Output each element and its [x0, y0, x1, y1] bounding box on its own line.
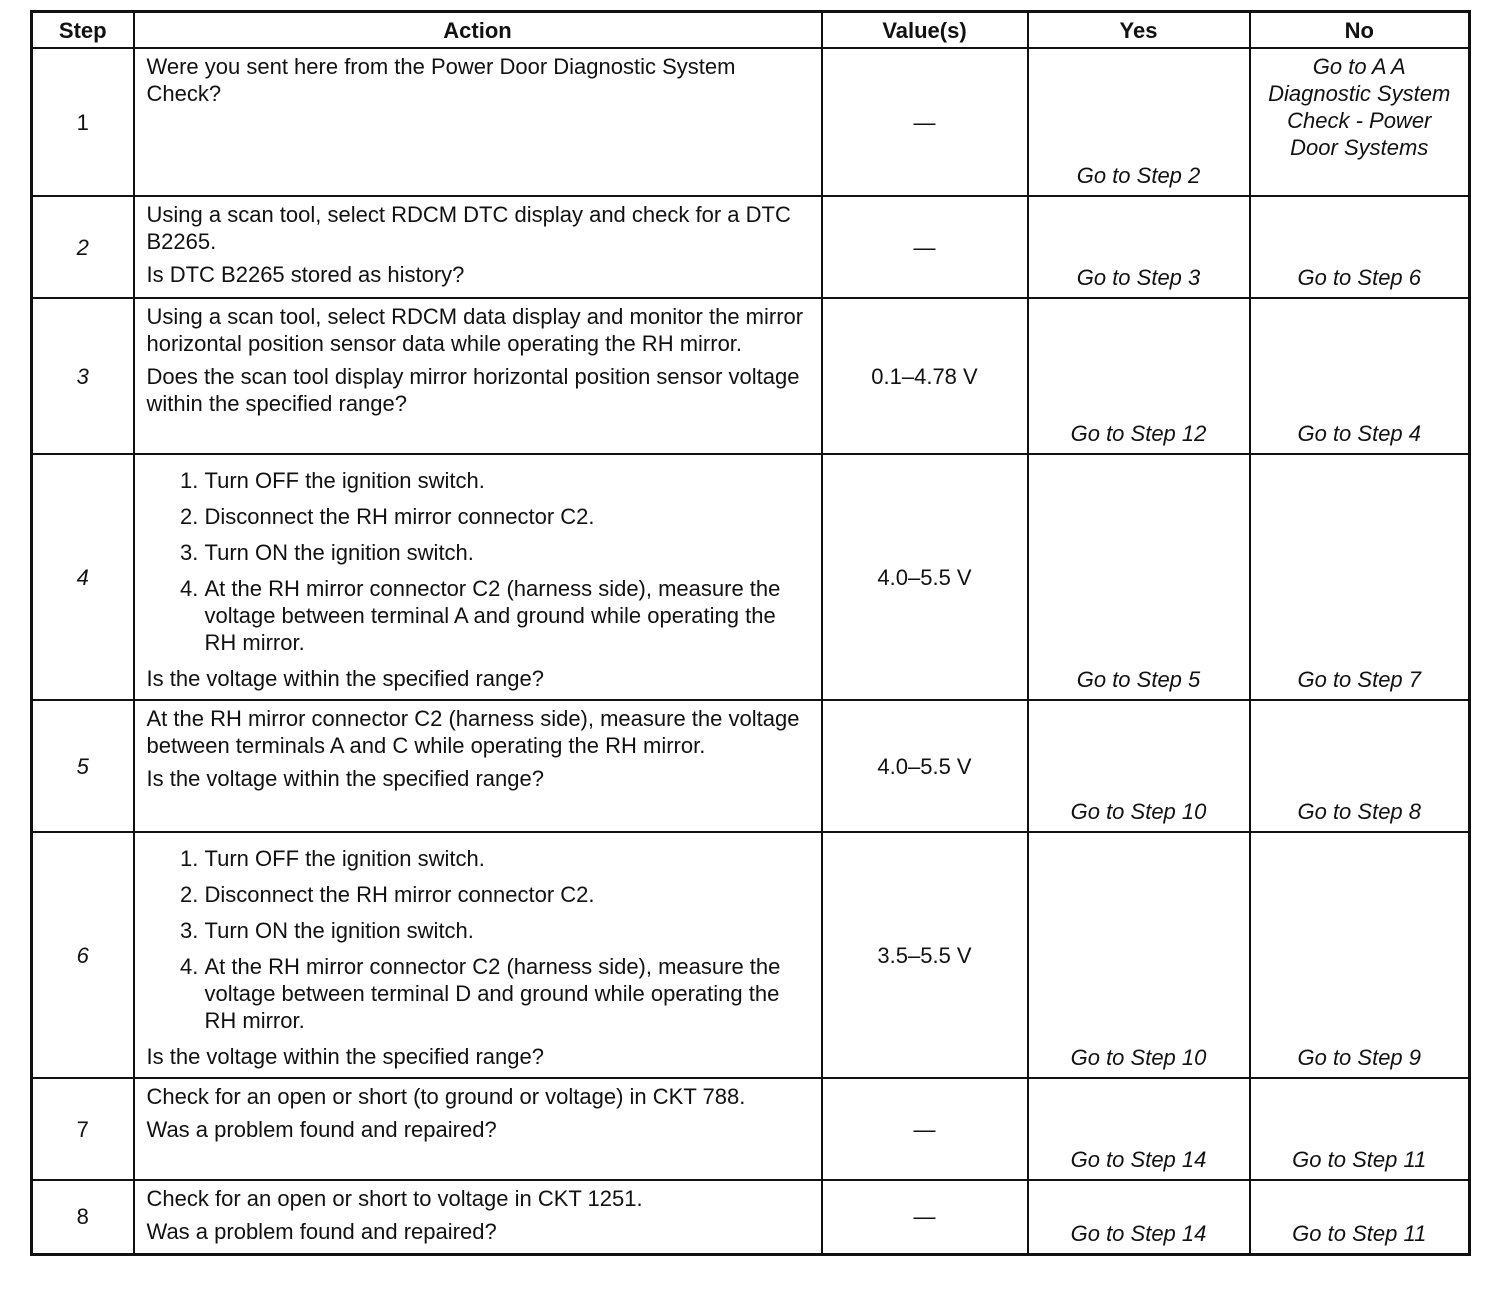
value-cell: —: [822, 196, 1028, 298]
action-question: Is the voltage within the specified range?: [146, 666, 544, 691]
action-question: Was a problem found and repaired?: [146, 1117, 497, 1142]
value-cell: 0.1–4.78 V: [822, 298, 1028, 454]
value-cell: 4.0–5.5 V: [822, 700, 1028, 832]
sub-step: 3. Turn ON the ignition switch.: [205, 917, 811, 944]
step-number: 8: [32, 1180, 134, 1254]
table-row: [32, 48, 1470, 196]
sub-step-list: [147, 845, 811, 1034]
action-question: Was a problem found and repaired?: [146, 1219, 497, 1244]
action-cell: [134, 1078, 822, 1180]
no-cell: Go to Step 11: [1250, 1180, 1470, 1254]
sub-step: 4. At the RH mirror connector C2 (harness side), measure the voltage between terminal D and ground while operating the RH mirror.: [205, 953, 811, 1034]
sub-step: 2. Disconnect the RH mirror connector C2.: [205, 503, 811, 530]
action-question: Does the scan tool display mirror horizontal position sensor voltage within the specified range?: [146, 364, 800, 416]
action-text: Using a scan tool, select RDCM data display and monitor the mirror horizontal position sensor data while operating the RH mirror.: [146, 304, 804, 356]
yes-cell: Go to Step 3: [1028, 196, 1250, 298]
no-cell: Go to Step 9: [1250, 832, 1470, 1078]
action-cell: [134, 298, 822, 454]
sub-step: 1. Turn OFF the ignition switch.: [205, 845, 811, 872]
no-cell: Go to Step 4: [1250, 298, 1470, 454]
no-cell: Go to Step 7: [1250, 454, 1470, 700]
no-cell: Go to A A Diagnostic System Check - Power Door Systems: [1250, 48, 1470, 196]
action-question: Is DTC B2265 stored as history?: [146, 262, 465, 287]
action-text: Using a scan tool, select RDCM DTC display and check for a DTC B2265.: [146, 202, 791, 254]
action-text: Check for an open or short (to ground or voltage) in CKT 788.: [146, 1084, 746, 1109]
yes-cell: Go to Step 2: [1028, 48, 1250, 196]
table-header-row: [32, 12, 1470, 49]
no-cell: Go to Step 11: [1250, 1078, 1470, 1180]
action-cell: [134, 1180, 822, 1254]
header-action: Action: [134, 12, 822, 49]
header-values: Value(s): [822, 12, 1028, 49]
step-number: 6: [32, 832, 134, 1078]
sub-step: 2. Disconnect the RH mirror connector C2.: [205, 881, 811, 908]
value-cell: —: [822, 1180, 1028, 1254]
step-number: 5: [32, 700, 134, 832]
yes-cell: Go to Step 10: [1028, 700, 1250, 832]
value-cell: 3.5–5.5 V: [822, 832, 1028, 1078]
table-row: [32, 1078, 1470, 1180]
yes-cell: Go to Step 14: [1028, 1180, 1250, 1254]
yes-cell: Go to Step 14: [1028, 1078, 1250, 1180]
table-row: [32, 454, 1470, 700]
action-text: Were you sent here from the Power Door Diagnostic System Check?: [146, 54, 736, 106]
sub-step-list: [147, 467, 811, 656]
table-row: [32, 196, 1470, 298]
action-text: At the RH mirror connector C2 (harness side), measure the voltage between terminals A and C while operating the RH mirror.: [146, 706, 800, 758]
action-cell: [134, 832, 822, 1078]
step-number: 4: [32, 454, 134, 700]
table-row: [32, 1180, 1470, 1254]
yes-cell: Go to Step 5: [1028, 454, 1250, 700]
action-cell: [134, 700, 822, 832]
action-cell: [134, 48, 822, 196]
header-no: No: [1250, 12, 1470, 49]
table-row: [32, 832, 1470, 1078]
value-cell: —: [822, 48, 1028, 196]
table-row: [32, 700, 1470, 832]
header-step: Step: [32, 12, 134, 49]
header-yes: Yes: [1028, 12, 1250, 49]
sub-step: 1. Turn OFF the ignition switch.: [205, 467, 811, 494]
diagnostic-table: [30, 10, 1471, 1256]
sub-step: 3. Turn ON the ignition switch.: [205, 539, 811, 566]
step-number: 3: [32, 298, 134, 454]
yes-cell: Go to Step 10: [1028, 832, 1250, 1078]
table-row: [32, 298, 1470, 454]
sub-step: 4. At the RH mirror connector C2 (harness side), measure the voltage between terminal A and ground while operating the RH mirror.: [205, 575, 811, 656]
action-question: Is the voltage within the specified range?: [146, 1044, 544, 1069]
value-cell: 4.0–5.5 V: [822, 454, 1028, 700]
action-cell: [134, 196, 822, 298]
no-cell: Go to Step 8: [1250, 700, 1470, 832]
step-number: 2: [32, 196, 134, 298]
action-text: Check for an open or short to voltage in CKT 1251.: [146, 1186, 643, 1211]
no-cell: Go to Step 6: [1250, 196, 1470, 298]
step-number: 1: [32, 48, 134, 196]
value-cell: —: [822, 1078, 1028, 1180]
action-question: Is the voltage within the specified range?: [146, 766, 544, 791]
action-cell: [134, 454, 822, 700]
step-number: 7: [32, 1078, 134, 1180]
yes-cell: Go to Step 12: [1028, 298, 1250, 454]
